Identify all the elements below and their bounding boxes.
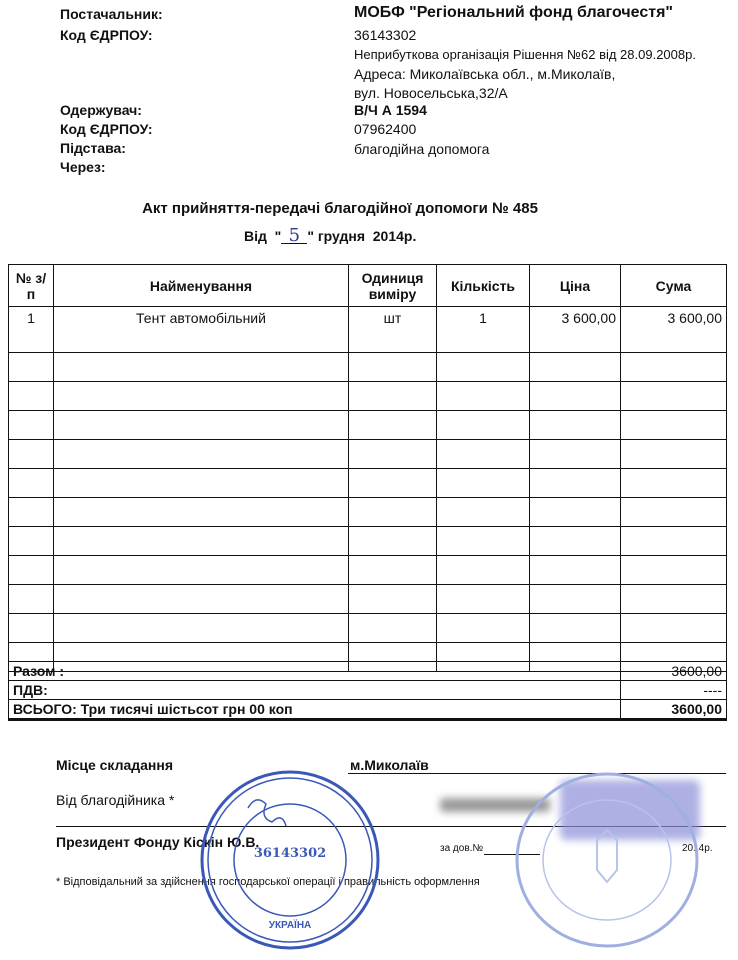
totals-table — [8, 661, 727, 721]
table-row — [9, 307, 727, 353]
date-suffix: " грудня 2014р. — [307, 228, 417, 244]
table-row-empty — [9, 411, 727, 440]
recipient-label: Одержувач: — [60, 102, 142, 118]
supplier-label: Постачальник: — [60, 6, 163, 22]
recipient-name: В/Ч А 1594 — [354, 102, 427, 118]
table-row-empty — [9, 353, 727, 382]
table-row-empty — [9, 469, 727, 498]
edrpou-label-supplier: Код ЄДРПОУ: — [60, 27, 153, 43]
col-header-num: № з/п — [9, 265, 54, 307]
round-stamp — [198, 768, 382, 952]
cell-unit: шт — [349, 307, 437, 353]
table-row-empty — [9, 382, 727, 411]
doverenist-year: 2014р. — [682, 843, 713, 854]
table-row-empty — [9, 556, 727, 585]
cell-price: 3 600,00 — [530, 307, 621, 353]
doverenist-prefix: за дов.№ — [440, 843, 484, 854]
vat-value: ---- — [621, 681, 727, 700]
cell-qty: 1 — [437, 307, 530, 353]
total-row — [9, 700, 727, 720]
col-header-qty: Кількість — [437, 265, 530, 307]
cell-name: Тент автомобільний — [54, 307, 349, 353]
col-header-price: Ціна — [530, 265, 621, 307]
table-header-row — [9, 265, 727, 307]
table-row-empty — [9, 614, 727, 643]
subtotal-row — [9, 662, 727, 681]
items-table — [8, 264, 727, 672]
act-title: Акт прийняття-передачі благодійної допомоги № 485 — [142, 200, 538, 217]
date-day: 5 — [281, 229, 307, 244]
table-row-empty — [9, 440, 727, 469]
edrpou-label-recipient: Код ЄДРПОУ: — [60, 121, 153, 137]
vat-label: ПДВ: — [9, 681, 621, 700]
table-row-empty — [9, 585, 727, 614]
basis-label: Підстава: — [60, 140, 126, 156]
recipient-stamp-icon — [512, 770, 702, 950]
date-prefix: Від " — [244, 228, 282, 244]
act-date — [244, 225, 417, 246]
table-row-empty — [9, 498, 727, 527]
vat-row — [9, 681, 727, 700]
stamp-code: 36143302 — [253, 846, 327, 861]
cell-sum: 3 600,00 — [621, 307, 727, 353]
donor-label: Від благодійника * — [56, 792, 175, 808]
subtotal-value: 3600,00 — [621, 662, 727, 681]
via-label: Через: — [60, 159, 106, 175]
total-value: 3600,00 — [621, 700, 727, 720]
supplier-note: Неприбуткова організація Рішення №62 від 28.09.2008р. — [354, 47, 696, 62]
col-header-name: Найменування — [54, 265, 349, 307]
subtotal-label: Разом : — [9, 662, 621, 681]
supplier-address-line-2: вул. Новосельська,32/А — [354, 85, 508, 101]
recipient-code: 07962400 — [354, 121, 417, 137]
table-row-empty — [9, 527, 727, 556]
cell-num: 1 — [9, 307, 54, 353]
total-label: ВСЬОГО: Три тисячі шістьсот грн 00 коп — [9, 700, 621, 720]
supplier-address-line-1: Адреса: Миколаївська обл., м.Миколаїв, — [354, 66, 616, 82]
supplier-code: 36143302 — [354, 27, 417, 43]
footnote: * Відповідальний за здійснення господарської операції і правильність оформлення — [56, 876, 480, 888]
place-value: м.Миколаїв — [350, 757, 429, 773]
president-label: Президент Фонду Кіскін Ю.В. — [56, 834, 260, 850]
stamp-country: УКРАЇНА — [268, 920, 312, 931]
col-header-unit: Одиниця виміру — [349, 265, 437, 307]
supplier-name: МОБФ "Регіональний фонд благочестя" — [354, 4, 673, 21]
col-header-sum: Сума — [621, 265, 727, 307]
basis-value: благодійна допомога — [354, 141, 490, 157]
recipient-stamp — [512, 770, 702, 950]
place-label: Місце складання — [56, 757, 174, 773]
